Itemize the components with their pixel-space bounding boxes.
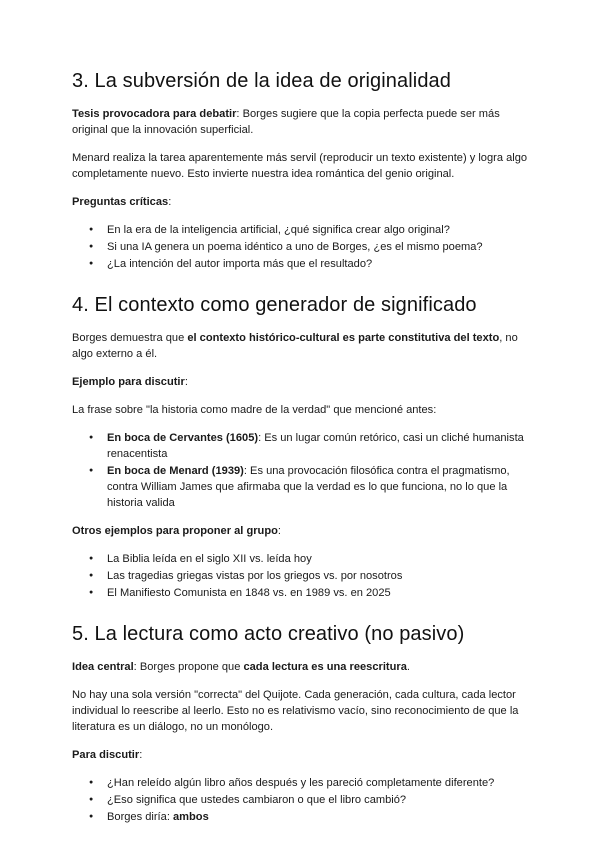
list-item: ● En la era de la inteligencia artificial, ¿qué significa crear algo original? [72, 222, 532, 238]
list-item: ● ¿La intención del autor importa más que el resultado? [72, 256, 532, 272]
discuss-list [72, 775, 532, 825]
item-text: : Es una provocación filosófica contra el pragmatismo, contra William James que afirmaba que la verdad es lo que funciona, no lo que la historia valida [107, 465, 510, 509]
central-idea-text-b: . [406, 661, 410, 673]
thesis-label: Tesis provocadora para debatir [72, 108, 237, 120]
example-bold: Ejemplo para discutir [72, 376, 185, 388]
central-idea [72, 659, 532, 675]
section-5-heading: 5. La lectura como acto creativo (no pasivo) [72, 623, 465, 645]
critical-questions-list [72, 222, 532, 272]
discuss-colon: : [139, 749, 143, 761]
example-label [72, 374, 532, 390]
example-colon: : [184, 376, 188, 388]
other-examples-colon: : [277, 525, 281, 537]
other-examples-bold: Otros ejemplos para proponer al grupo [72, 525, 278, 537]
list-item: ● ¿Han releído algún libro años después y les pareció completamente diferente? [72, 775, 532, 791]
section-4-intro [72, 330, 532, 362]
list-item: ● Las tragedias griegas vistas por los griegos vs. por nosotros [72, 568, 532, 584]
intro-text-b: , no algo externo a él. [72, 332, 518, 360]
item-text: : Es un lugar común retórico, casi un cliché humanista renacentista [107, 432, 524, 460]
other-examples-label [72, 523, 532, 539]
item-bold: ambos [172, 811, 209, 823]
list-item: ● La Biblia leída en el siglo XII vs. leída hoy [72, 551, 532, 567]
section-4-paragraph: La frase sobre "la historia como madre de la verdad" que mencioné antes: [72, 404, 437, 416]
central-idea-bold: cada lectura es una reescritura [243, 661, 407, 673]
list-item [72, 809, 532, 825]
list-item: ● ¿Eso significa que ustedes cambiaron o que el libro cambió? [72, 792, 532, 808]
list-item: ● El Manifiesto Comunista en 1848 vs. en 1989 vs. en 2025 [72, 585, 532, 601]
document-page [72, 68, 532, 837]
intro-text-a: Borges demuestra que [72, 332, 188, 344]
list-item: ● Si una IA genera un poema idéntico a uno de Borges, ¿es el mismo poema? [72, 239, 532, 255]
discuss-bold: Para discutir [72, 749, 140, 761]
thesis-text: : Borges sugiere que la copia perfecta puede ser más original que la innovación superficial. [72, 108, 500, 136]
critical-questions-colon: : [168, 196, 172, 208]
section-3-thesis [72, 106, 532, 138]
critical-questions-bold: Preguntas críticas [72, 196, 169, 208]
central-idea-label: Idea central [72, 661, 134, 673]
list-item [72, 463, 532, 511]
section-3-paragraph: Menard realiza la tarea aparentemente más servil (reproducir un texto existente) y logra algo completamente nuevo. Esto invierte nuestra idea romántica del genio original. [72, 152, 528, 180]
section-4-heading: 4. El contexto como generador de significado [72, 294, 477, 316]
section-3-heading: 3. La subversión de la idea de originalidad [72, 70, 452, 92]
list-item [72, 430, 532, 462]
item-text: Borges diría: [107, 811, 173, 823]
item-bold: En boca de Menard (1939) [107, 465, 244, 477]
item-bold: En boca de Cervantes (1605) [107, 432, 259, 444]
intro-bold: el contexto histórico-cultural es parte constitutiva del texto [187, 332, 500, 344]
discuss-label [72, 747, 532, 763]
section-5-paragraph: No hay una sola versión "correcta" del Quijote. Cada generación, cada cultura, cada lector individual lo reescribe al leerlo. Esto no es relativismo vacío, sino reconocimiento de que la literatura es un diálogo, no un monólogo. [72, 689, 519, 733]
other-examples-list [72, 551, 532, 601]
central-idea-text-a: : Borges propone que [133, 661, 244, 673]
critical-questions-label [72, 194, 532, 210]
context-examples-list [72, 430, 532, 511]
